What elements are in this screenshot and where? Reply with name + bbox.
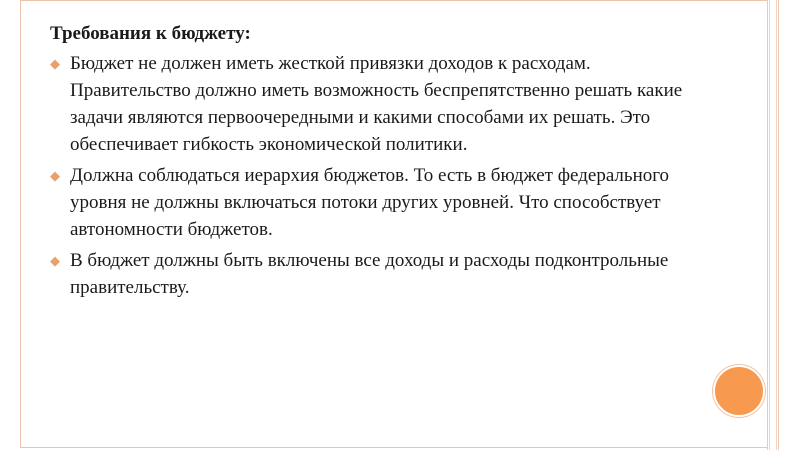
slide-heading: Требования к бюджету: [50, 23, 251, 44]
decorative-circle [713, 365, 765, 417]
bullet-item [50, 50, 700, 158]
diamond-bullet-icon: ◆ [50, 254, 60, 269]
bullet-item [50, 247, 700, 301]
bullet-text: Бюджет не должен иметь жесткой привязки доходов к расходам. Правительство должно иметь возможность беспрепятственно решать какие задачи являются первоочередными и какими способами их решать. Это обеспечивает гибкость экономической политики. [70, 53, 683, 155]
bullet-text: В бюджет должны быть включены все доходы и расходы подконтрольные правительству. [70, 250, 669, 298]
diamond-bullet-icon: ◆ [50, 169, 60, 184]
bullet-item [50, 162, 700, 243]
bullet-list [50, 50, 700, 301]
slide-content [50, 20, 700, 305]
decorative-right-bar-inner [769, 0, 777, 450]
bullet-text: Должна соблюдаться иерархия бюджетов. То есть в бюджет федерального уровня не должны включаться потоки других уровней. Что способствует автономности бюджетов. [70, 165, 670, 240]
diamond-bullet-icon: ◆ [50, 57, 60, 72]
